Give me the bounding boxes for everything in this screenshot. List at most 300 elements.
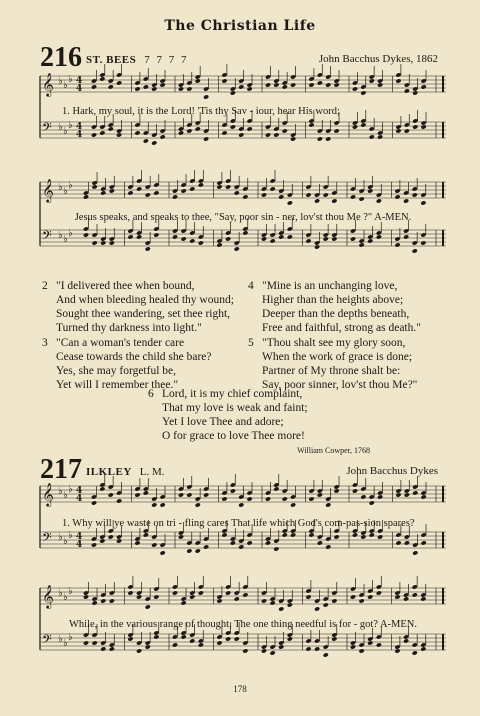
note-head	[134, 86, 140, 91]
note-head	[404, 88, 410, 93]
note-head	[352, 124, 358, 129]
note-head	[127, 234, 133, 239]
bass-clef-icon: 𝄢	[42, 530, 52, 548]
note-head	[394, 194, 400, 199]
hymn-216-meter: 7 7 7 7	[144, 54, 189, 66]
stanza-3	[42, 336, 212, 392]
hymn-217-number: 217	[40, 454, 82, 485]
note-head	[238, 84, 244, 89]
note-head	[216, 598, 222, 603]
note-head	[221, 496, 227, 501]
note-head	[331, 198, 337, 203]
note-head	[394, 648, 400, 653]
note-head	[145, 604, 151, 609]
note-head	[186, 128, 192, 133]
flat-icon: ♭	[58, 230, 63, 241]
bass-clef-icon: 𝄢	[42, 632, 52, 650]
hymn-217-composer: John Bacchus Dykes	[346, 465, 438, 477]
flat-icon: ♭	[63, 592, 68, 603]
page-number: 178	[233, 684, 247, 694]
time-signature: 4	[76, 76, 83, 86]
note-head	[181, 634, 187, 639]
note-head	[116, 80, 122, 85]
note-head	[325, 82, 331, 87]
note-head	[287, 200, 293, 205]
note-head	[377, 534, 383, 539]
note-head	[247, 86, 253, 91]
flat-icon: ♭	[63, 490, 68, 501]
flat-icon: ♭	[58, 76, 63, 87]
note-head	[265, 82, 271, 87]
note-head	[172, 194, 178, 199]
note-head	[360, 494, 366, 499]
hymn-216-number: 216	[40, 42, 82, 73]
note-head	[261, 598, 267, 603]
note-head	[92, 600, 98, 605]
note-head	[278, 194, 284, 199]
note-head	[136, 648, 142, 653]
note-head	[108, 126, 114, 131]
stanza-line: O for grace to love Thee more!	[162, 430, 305, 442]
note-head	[172, 234, 178, 239]
note-head	[100, 240, 106, 245]
note-head	[181, 236, 187, 241]
note-head	[290, 136, 296, 141]
hymn-217-system-2	[38, 584, 448, 684]
note-head	[334, 534, 340, 539]
hymn-216-attribution: William Cowper, 1768	[297, 446, 370, 455]
stanza-line: "Can a woman's tender care	[56, 337, 185, 349]
note-head	[403, 198, 409, 203]
note-head	[195, 126, 201, 131]
note-head	[420, 596, 426, 601]
note-head	[265, 132, 271, 137]
note-head	[247, 540, 253, 545]
note-head	[153, 634, 159, 639]
note-head	[181, 188, 187, 193]
note-head	[334, 488, 340, 493]
note-head	[314, 606, 320, 611]
time-signature: 4	[76, 494, 83, 504]
stanza-5-number: 5	[248, 337, 254, 349]
note-head	[134, 130, 140, 135]
note-head	[234, 596, 240, 601]
bass-clef-icon: 𝄢	[42, 120, 52, 138]
hymn-217-lyric-1: 1. Why will ye waste on tri - fling cares That life which God's com-pas-sion spares?	[62, 518, 415, 529]
note-head	[395, 492, 401, 497]
flat-icon: ♭	[68, 530, 73, 541]
note-head	[189, 238, 195, 243]
note-head	[359, 242, 365, 247]
stanza-5	[248, 336, 418, 392]
note-head	[323, 652, 329, 657]
hymn-217-system-1-notation	[38, 480, 448, 580]
note-head	[395, 128, 401, 133]
note-head	[394, 594, 400, 599]
flat-icon: ♭	[63, 536, 68, 547]
note-head	[108, 84, 114, 89]
stanza-line: Free and faithful, strong as death."	[262, 322, 421, 334]
note-head	[153, 232, 159, 237]
note-head	[230, 540, 236, 545]
flat-icon: ♭	[58, 634, 63, 645]
note-head	[160, 502, 166, 507]
note-head	[195, 502, 201, 507]
note-head	[230, 90, 236, 95]
note-head	[420, 240, 426, 245]
note-head	[369, 78, 375, 83]
note-head	[160, 550, 166, 555]
note-head	[195, 548, 201, 553]
note-head	[221, 532, 227, 537]
note-head	[116, 538, 122, 543]
note-head	[153, 190, 159, 195]
time-signature: 4	[76, 84, 83, 94]
note-head	[369, 134, 375, 139]
note-head	[412, 550, 418, 555]
note-head	[83, 594, 89, 599]
note-head	[83, 194, 89, 199]
note-head	[412, 192, 418, 197]
time-signature: 4	[76, 532, 83, 542]
note-head	[270, 238, 276, 243]
note-head	[143, 138, 149, 143]
note-head	[198, 182, 204, 187]
note-head	[314, 244, 320, 249]
note-head	[151, 140, 157, 145]
note-head	[323, 192, 329, 197]
note-head	[325, 502, 331, 507]
note-head	[99, 130, 105, 135]
note-head	[350, 194, 356, 199]
treble-staff	[40, 474, 446, 508]
note-head	[178, 492, 184, 497]
note-head	[99, 538, 105, 543]
note-head	[367, 238, 373, 243]
note-head	[403, 638, 409, 643]
treble-staff	[40, 64, 446, 100]
note-head	[225, 236, 231, 241]
note-head	[273, 82, 279, 87]
note-head	[136, 594, 142, 599]
stanza-line: Yet I love Thee and adore;	[162, 416, 284, 428]
note-head	[290, 532, 296, 537]
note-head	[91, 132, 97, 137]
note-head	[360, 534, 366, 539]
note-head	[377, 494, 383, 499]
flat-icon: ♭	[58, 122, 63, 133]
note-head	[186, 86, 192, 91]
flat-icon: ♭	[68, 74, 73, 85]
note-head	[216, 242, 222, 247]
note-head	[350, 594, 356, 599]
note-head	[136, 234, 142, 239]
note-head	[178, 130, 184, 135]
note-head	[317, 80, 323, 85]
note-head	[421, 494, 427, 499]
flat-icon: ♭	[63, 126, 68, 137]
note-head	[278, 606, 284, 611]
note-head	[273, 546, 279, 551]
hymn-217-system-2-notation	[38, 584, 448, 684]
note-head	[261, 236, 267, 241]
note-head	[376, 642, 382, 647]
note-head	[314, 198, 320, 203]
note-head	[317, 540, 323, 545]
note-head	[352, 86, 358, 91]
bass-clef-icon: 𝄢	[42, 228, 52, 246]
flat-icon: ♭	[63, 186, 68, 197]
hymn-216-tune-name: ST. BEES	[86, 54, 137, 66]
note-head	[377, 134, 383, 139]
note-head	[421, 124, 427, 129]
note-head	[323, 602, 329, 607]
note-head	[92, 184, 98, 189]
note-head	[178, 534, 184, 539]
note-head	[153, 594, 159, 599]
bass-staff	[40, 218, 446, 254]
treble-clef-icon: 𝄞	[42, 178, 54, 202]
note-head	[116, 132, 122, 137]
note-head	[404, 128, 410, 133]
note-head	[127, 190, 133, 195]
note-head	[189, 638, 195, 643]
flat-icon: ♭	[58, 182, 63, 193]
time-signature: 4	[76, 540, 83, 550]
note-head	[325, 136, 331, 141]
note-head	[100, 598, 106, 603]
note-head	[203, 544, 209, 549]
note-head	[325, 544, 331, 549]
flat-icon: ♭	[63, 234, 68, 245]
note-head	[181, 600, 187, 605]
note-head	[230, 124, 236, 129]
note-head	[109, 598, 115, 603]
note-head	[352, 488, 358, 493]
note-head	[203, 94, 209, 99]
note-head	[92, 640, 98, 645]
note-head	[367, 640, 373, 645]
note-head	[242, 230, 248, 235]
note-head	[273, 132, 279, 137]
note-head	[261, 192, 267, 197]
note-head	[261, 648, 267, 653]
stanza-line: "Thou shalt see my glory soon,	[262, 337, 406, 349]
note-head	[134, 540, 140, 545]
hymn-217-tune	[86, 466, 165, 478]
note-head	[412, 90, 418, 95]
note-head	[308, 122, 314, 127]
note-head	[308, 532, 314, 537]
flat-icon: ♭	[58, 532, 63, 543]
stanza-4-number: 4	[248, 280, 254, 292]
note-head	[234, 246, 240, 251]
note-head	[395, 540, 401, 545]
note-head	[273, 486, 279, 491]
note-head	[172, 590, 178, 595]
time-signature: 4	[76, 130, 83, 140]
stanza-line: Cease towards the child she bare?	[56, 351, 212, 363]
note-head	[136, 186, 142, 191]
note-head	[238, 502, 244, 507]
stanza-line: Partner of My throne shalt be:	[262, 365, 401, 377]
time-signature: 4	[76, 122, 83, 132]
hymn-216-tune	[86, 54, 189, 66]
flat-icon: ♭	[68, 180, 73, 191]
treble-clef-icon: 𝄞	[42, 72, 54, 96]
note-head	[290, 502, 296, 507]
stanza-line: Say, poor sinner, lov'st thou Me?"	[262, 379, 418, 391]
note-head	[189, 186, 195, 191]
note-head	[305, 594, 311, 599]
note-head	[352, 532, 358, 537]
stanza-line: Turned thy darkness into light."	[56, 322, 202, 334]
note-head	[143, 84, 149, 89]
note-head	[282, 128, 288, 133]
hymn-216-composer: John Bacchus Dykes, 1862	[318, 53, 438, 65]
note-head	[308, 496, 314, 501]
note-head	[367, 594, 373, 599]
note-head	[145, 192, 151, 197]
note-head	[403, 596, 409, 601]
note-head	[305, 238, 311, 243]
note-head	[394, 242, 400, 247]
note-head	[178, 86, 184, 91]
hymn-216-lyric-1: 1. Hark, my soul, it is the Lord! 'Tis thy Sav - iour, hear His word;	[62, 106, 340, 117]
note-head	[198, 642, 204, 647]
note-head	[420, 200, 426, 205]
stanza-line: Yes, she may forgetful be,	[56, 365, 176, 377]
note-head	[282, 532, 288, 537]
note-head	[360, 122, 366, 127]
note-head	[160, 82, 166, 87]
stanza-3-number: 3	[42, 337, 48, 349]
note-head	[278, 234, 284, 239]
note-head	[225, 590, 231, 595]
note-head	[314, 646, 320, 651]
note-head	[359, 648, 365, 653]
note-head	[109, 188, 115, 193]
note-head	[198, 590, 204, 595]
hymn-217-tune-name: ILKLEY	[86, 466, 132, 478]
note-head	[234, 636, 240, 641]
stanza-line: Sought thee wandering, set thee right,	[56, 308, 231, 320]
note-head	[83, 640, 89, 645]
note-head	[242, 592, 248, 597]
note-head	[421, 84, 427, 89]
note-head	[109, 240, 115, 245]
note-head	[238, 544, 244, 549]
note-head	[247, 126, 253, 131]
note-head	[350, 236, 356, 241]
note-head	[203, 492, 209, 497]
note-head	[412, 650, 418, 655]
note-head	[186, 548, 192, 553]
stanza-line: "Mine is an unchanging love,	[262, 280, 398, 292]
note-head	[278, 644, 284, 649]
note-head	[377, 82, 383, 87]
note-head	[305, 646, 311, 651]
flat-icon: ♭	[68, 632, 73, 643]
flat-icon: ♭	[68, 228, 73, 239]
note-head	[221, 78, 227, 83]
stanza-2-number: 2	[42, 280, 48, 292]
note-head	[151, 542, 157, 547]
note-head	[242, 648, 248, 653]
note-head	[287, 602, 293, 607]
note-head	[109, 646, 115, 651]
stanza-line: That my love is weak and faint;	[162, 402, 308, 414]
note-head	[395, 78, 401, 83]
note-head	[331, 636, 337, 641]
note-head	[290, 82, 296, 87]
treble-clef-icon: 𝄞	[42, 584, 54, 608]
note-head	[221, 130, 227, 135]
note-head	[317, 136, 323, 141]
note-head	[198, 240, 204, 245]
treble-clef-icon: 𝄞	[42, 482, 54, 506]
note-head	[350, 644, 356, 649]
note-head	[242, 194, 248, 199]
note-head	[225, 636, 231, 641]
note-head	[143, 490, 149, 495]
note-head	[412, 124, 418, 129]
note-head	[238, 132, 244, 137]
note-head	[412, 248, 418, 253]
stanza-line: Yet will I remember thee."	[56, 379, 179, 391]
note-head	[186, 492, 192, 497]
stanza-6	[148, 387, 308, 443]
note-head	[376, 234, 382, 239]
flat-icon: ♭	[58, 588, 63, 599]
stanza-6-number: 6	[148, 388, 154, 400]
note-head	[334, 128, 340, 133]
note-head	[287, 636, 293, 641]
note-head	[108, 492, 114, 497]
note-head	[108, 534, 114, 539]
note-head	[420, 646, 426, 651]
flat-icon: ♭	[68, 120, 73, 131]
note-head	[359, 598, 365, 603]
flat-icon: ♭	[68, 484, 73, 495]
note-head	[234, 190, 240, 195]
note-head	[127, 590, 133, 595]
flat-icon: ♭	[58, 486, 63, 497]
note-head	[404, 540, 410, 545]
hymn-216-system-2-notation	[38, 174, 448, 274]
note-head	[195, 78, 201, 83]
running-head: The Christian Life	[164, 18, 316, 34]
stanza-2	[42, 279, 234, 335]
note-head	[99, 76, 105, 81]
treble-staff	[40, 170, 446, 206]
note-head	[247, 496, 253, 501]
note-head	[265, 496, 271, 501]
note-head	[116, 498, 122, 503]
flat-icon: ♭	[68, 586, 73, 597]
note-head	[99, 486, 105, 491]
flat-icon: ♭	[63, 638, 68, 649]
note-head	[145, 246, 151, 251]
note-head	[151, 86, 157, 91]
treble-staff	[40, 576, 446, 612]
note-head	[172, 642, 178, 647]
note-head	[367, 188, 373, 193]
note-head	[216, 184, 222, 189]
note-head	[359, 196, 365, 201]
note-head	[160, 134, 166, 139]
note-head	[270, 600, 276, 605]
